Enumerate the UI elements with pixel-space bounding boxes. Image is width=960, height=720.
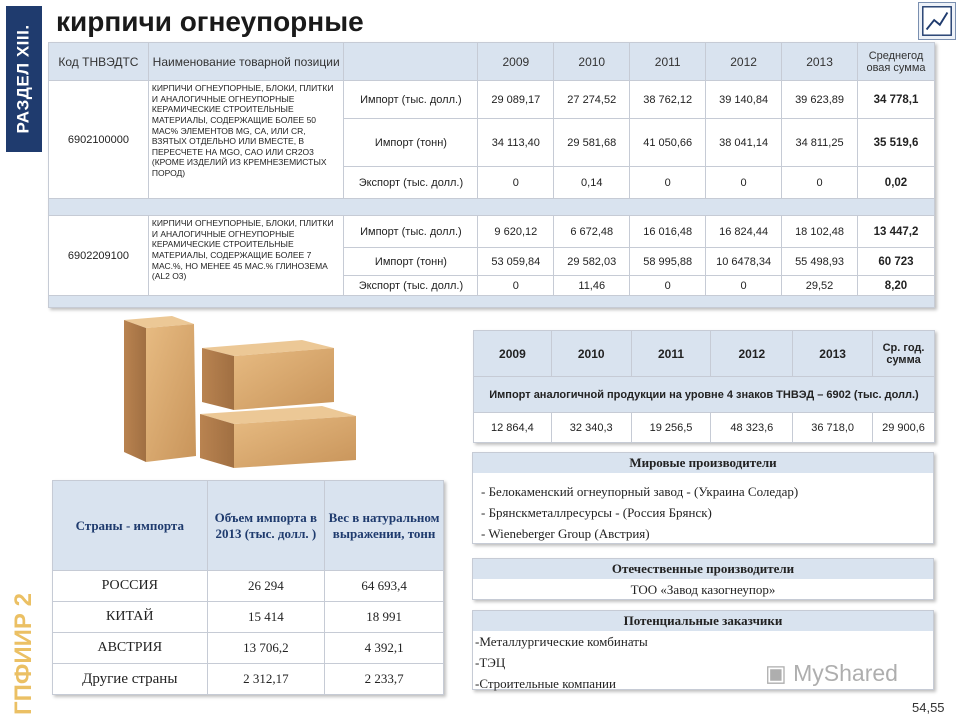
table-row (49, 216, 935, 248)
cell-value: 19 256,5 (631, 413, 711, 443)
cell-value: 0 (782, 167, 858, 199)
page-title: кирпичи огнеупорные (56, 6, 364, 37)
header-year: 2013 (782, 43, 858, 81)
cell-value: 0 (630, 167, 706, 199)
world-producers-list (473, 473, 933, 544)
world-producers-title: Мировые производители (473, 453, 933, 473)
header-year: 2009 (478, 43, 554, 81)
cell-avg: 60 723 (858, 248, 935, 276)
cell-value: 0 (478, 276, 554, 296)
header-year: 2011 (631, 331, 711, 377)
table-row (49, 81, 935, 119)
import-weight: 2 233,7 (325, 664, 444, 695)
header-code: Код ТНВЭДТС (49, 43, 149, 81)
import-table-header (474, 331, 935, 377)
cell-value: 38 762,12 (630, 81, 706, 119)
header-weight: Вес в натуральном выражении, тонн (325, 481, 444, 571)
row-label: Импорт (тыс. долл.) (344, 81, 478, 119)
cell-avg: 29 900,6 (873, 413, 935, 443)
cell-value: 48 323,6 (711, 413, 793, 443)
cell-value: 55 498,93 (782, 248, 858, 276)
cell-value: 29 089,17 (478, 81, 554, 119)
table-row (53, 633, 444, 664)
potential-customers-title: Потенциальные заказчики (473, 611, 933, 631)
cell-value: 29 582,03 (554, 248, 630, 276)
row-label: Экспорт (тыс. долл.) (344, 167, 478, 199)
cell-value: 27 274,52 (554, 81, 630, 119)
row-label: Импорт (тыс. долл.) (344, 216, 478, 248)
import-weight: 18 991 (325, 602, 444, 633)
header-avg: Ср. год. сумма (873, 331, 935, 377)
row-label: Импорт (тонн) (344, 248, 478, 276)
main-table (48, 42, 935, 308)
cell-value: 0 (630, 276, 706, 296)
header-year: 2012 (706, 43, 782, 81)
domestic-producers-title: Отечественные производители (473, 559, 933, 579)
cell-value: 39 140,84 (706, 81, 782, 119)
header-year: 2009 (474, 331, 552, 377)
header-name: Наименование товарной позиции (148, 43, 344, 81)
section-label: РАЗДЕЛ XIII. (14, 24, 34, 134)
cell-value: 16 016,48 (630, 216, 706, 248)
import-volume: 2 312,17 (207, 664, 325, 695)
cell-value: 10 6478,34 (706, 248, 782, 276)
table-row (53, 571, 444, 602)
cell-avg: 0,02 (858, 167, 935, 199)
import-volume: 13 706,2 (207, 633, 325, 664)
list-item: -Строительные компании (475, 676, 616, 691)
product-description: КИРПИЧИ ОГНЕУПОРНЫЕ, БЛОКИ, ПЛИТКИ И АНАЛОГИЧНЫЕ ОГНЕУПОРНЫЕ КЕРАМИЧЕСКИЕ СТРОИТЕЛЬНЫЕ МАТЕРИАЛЫ, СОДЕРЖАЩИЕ БОЛЕЕ 7 МАС.%, НО МЕНЕЕ 45 МАС.% ГЛИНОЗЕМА (AL2 O3) (148, 216, 344, 296)
cell-value: 29,52 (782, 276, 858, 296)
table-spacer (49, 199, 935, 216)
countries-header (53, 481, 444, 571)
cell-avg: 13 447,2 (858, 216, 935, 248)
cell-value: 41 050,66 (630, 119, 706, 167)
list-item: - Wieneberger Group (Австрия) (481, 526, 650, 541)
cell-value: 53 059,84 (478, 248, 554, 276)
corner-logo (918, 2, 956, 40)
header-empty (344, 43, 478, 81)
header-volume: Объем импорта в 2013 (тыс. долл. ) (207, 481, 325, 571)
header-year: 2012 (711, 331, 793, 377)
cell-value: 12 864,4 (474, 413, 552, 443)
table-spacer (49, 296, 935, 308)
product-description: КИРПИЧИ ОГНЕУПОРНЫЕ, БЛОКИ, ПЛИТКИ И АНАЛОГИЧНЫЕ ОГНЕУПОРНЫЕ КЕРАМИЧЕСКИЕ СТРОИТЕЛЬНЫЕ МАТЕРИАЛЫ, СОДЕРЖАЩИЕ БОЛЕЕ 50 МАС% ЭЛЕМЕНТОВ MG, CA, ИЛИ CR, ВЗЯТЫХ ОТДЕЛЬНО ИЛИ ВМЕСТЕ, В ПЕРЕСЧЕТЕ НА MGO, CAO ИЛИ CR2O3 (КРОМЕ ИЗДЕЛИЙ ИЗ КРЕМНЕЗЕМИСТЫХ ПОРОД) (148, 81, 344, 199)
row-label: Экспорт (тыс. долл.) (344, 276, 478, 296)
cell-value: 9 620,12 (478, 216, 554, 248)
cell-value: 16 824,44 (706, 216, 782, 248)
cell-value: 36 718,0 (793, 413, 873, 443)
country-name: Другие страны (53, 664, 208, 695)
import-weight: 4 392,1 (325, 633, 444, 664)
countries-table (52, 480, 444, 695)
list-item: -Металлургические комбинаты (475, 634, 648, 649)
cell-value: 34 113,40 (478, 119, 554, 167)
brick-top (202, 340, 334, 410)
domestic-producers-box (472, 558, 934, 600)
cell-value: 0 (706, 167, 782, 199)
world-producers-box (472, 452, 934, 544)
bricks-image (112, 312, 362, 472)
cell-avg: 8,20 (858, 276, 935, 296)
cell-avg: 34 778,1 (858, 81, 935, 119)
logo-icon (919, 3, 955, 39)
import-volume: 26 294 (207, 571, 325, 602)
page-number: 54,55 (912, 700, 945, 715)
table-row (53, 664, 444, 695)
watermark: ▣ MyShared (765, 660, 898, 686)
header-avg: Среднегод овая сумма (858, 43, 935, 81)
list-item: - Брянскметаллресурсы - (Россия Брянск) (481, 505, 712, 520)
table-row (53, 602, 444, 633)
cell-value: 11,46 (554, 276, 630, 296)
country-name: АВСТРИЯ (53, 633, 208, 664)
watermark-text: MyShared (793, 660, 898, 686)
cell-avg: 35 519,6 (858, 119, 935, 167)
cell-value: 18 102,48 (782, 216, 858, 248)
cell-value: 29 581,68 (554, 119, 630, 167)
product-code: 6902100000 (49, 81, 149, 199)
main-table-header (49, 43, 935, 81)
import-weight: 64 693,4 (325, 571, 444, 602)
cell-value: 0 (478, 167, 554, 199)
header-country: Страны - импорта (53, 481, 208, 571)
header-year: 2010 (551, 331, 631, 377)
cell-value: 0,14 (554, 167, 630, 199)
list-item: -ТЭЦ (475, 655, 506, 670)
section-tab (6, 6, 42, 152)
brick-bottom (200, 406, 356, 468)
cell-value: 34 811,25 (782, 119, 858, 167)
list-item: ТОО «Завод казогнеупор» (630, 582, 776, 597)
row-label: Импорт (тонн) (344, 119, 478, 167)
country-name: РОССИЯ (53, 571, 208, 602)
product-code: 6902209100 (49, 216, 149, 296)
header-year: 2011 (630, 43, 706, 81)
brick-vertical (124, 316, 196, 462)
cell-value: 58 995,88 (630, 248, 706, 276)
cell-value: 38 041,14 (706, 119, 782, 167)
import-table (473, 330, 935, 443)
import-subtitle: Импорт аналогичной продукции на уровне 4 знаков ТНВЭД – 6902 (тыс. долл.) (474, 377, 935, 413)
cell-value: 0 (706, 276, 782, 296)
import-subtitle-row (474, 377, 935, 413)
side-logo-text: ГПФИИР 2 (10, 593, 37, 715)
header-year: 2013 (793, 331, 873, 377)
cell-value: 39 623,89 (782, 81, 858, 119)
cell-value: 6 672,48 (554, 216, 630, 248)
country-name: КИТАЙ (53, 602, 208, 633)
list-item: - Белокаменский огнеупорный завод - (Украина Соледар) (481, 484, 799, 499)
import-values-row (474, 413, 935, 443)
side-logo (4, 590, 44, 718)
cell-value: 32 340,3 (551, 413, 631, 443)
import-volume: 15 414 (207, 602, 325, 633)
header-year: 2010 (554, 43, 630, 81)
